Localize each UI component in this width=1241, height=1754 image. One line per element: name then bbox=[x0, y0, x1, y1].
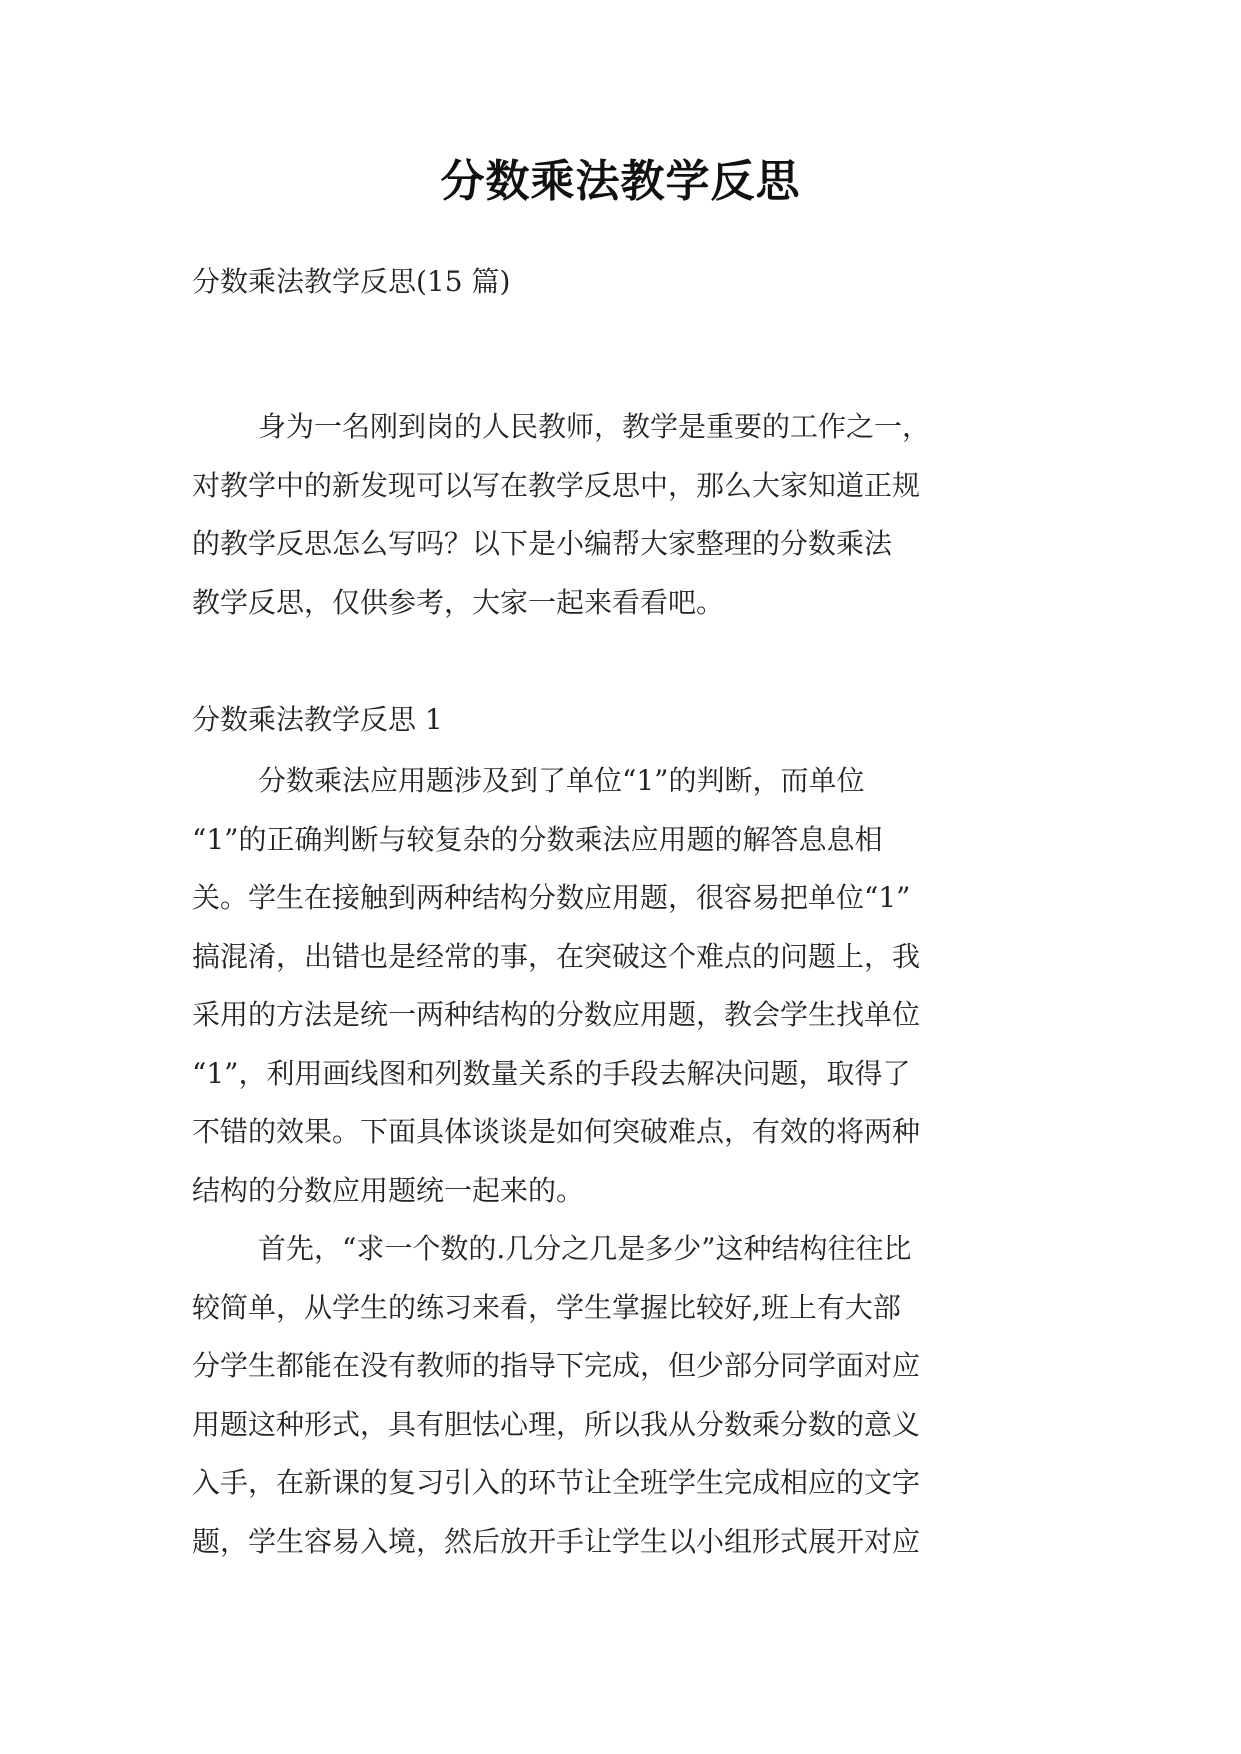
text-line: 身为一名刚到岗的人民教师，教学是重要的工作之一， bbox=[258, 410, 931, 443]
text-line: 分学生都能在没有教师的指导下完成，但少部分同学面对应 bbox=[192, 1349, 921, 1382]
text-line: 结构的分数应用题统一起来的。 bbox=[192, 1173, 585, 1207]
section-paragraph-2 bbox=[192, 1220, 1054, 1571]
document-title: 分数乘法教学反思 bbox=[440, 156, 801, 207]
text-line: 不错的效果。下面具体谈谈是如何突破难点，有效的将两种 bbox=[192, 1115, 921, 1148]
text-line: 采用的方法是统一两种结构的分数应用题，教会学生找单位 bbox=[192, 998, 921, 1031]
section-heading: 分数乘法教学反思 1 bbox=[192, 703, 443, 736]
text-line: 用题这种形式，具有胆怯心理，所以我从分数乘分数的意义 bbox=[192, 1407, 921, 1441]
section-paragraph-1 bbox=[192, 752, 1054, 1220]
text-line: 关。学生在接触到两种结构分数应用题，很容易把单位“1” bbox=[192, 881, 911, 914]
text-line: “1”的正确判断与较复杂的分数乘法应用题的解答息息相 bbox=[192, 822, 883, 856]
text-line: 搞混淆，出错也是经常的事，在突破这个难点的问题上，我 bbox=[192, 939, 921, 973]
document-subtitle: 分数乘法教学反思(15 篇) bbox=[192, 265, 511, 298]
text-line: 教学反思，仅供参考，大家一起来看看吧。 bbox=[192, 585, 725, 619]
text-line: 入手，在新课的复习引入的环节让全班学生完成相应的文字 bbox=[192, 1466, 921, 1499]
text-line: 较简单，从学生的练习来看，学生掌握比较好,班上有大部 bbox=[192, 1290, 901, 1324]
text-line: 对教学中的新发现可以写在教学反思中，那么大家知道正规 bbox=[192, 468, 921, 502]
text-line: 首先，“求一个数的.几分之几是多少”这种结构往往比 bbox=[258, 1232, 912, 1265]
text-line: 分数乘法应用题涉及到了单位“1”的判断，而单位 bbox=[258, 764, 865, 797]
text-line: 题，学生容易入境，然后放开手让学生以小组形式展开对应 bbox=[192, 1524, 921, 1558]
intro-paragraph bbox=[192, 398, 1054, 632]
text-line: 的教学反思怎么写吗？以下是小编帮大家整理的分数乘法 bbox=[192, 527, 893, 560]
text-line: “1”，利用画线图和列数量关系的手段去解决问题，取得了 bbox=[192, 1056, 911, 1090]
